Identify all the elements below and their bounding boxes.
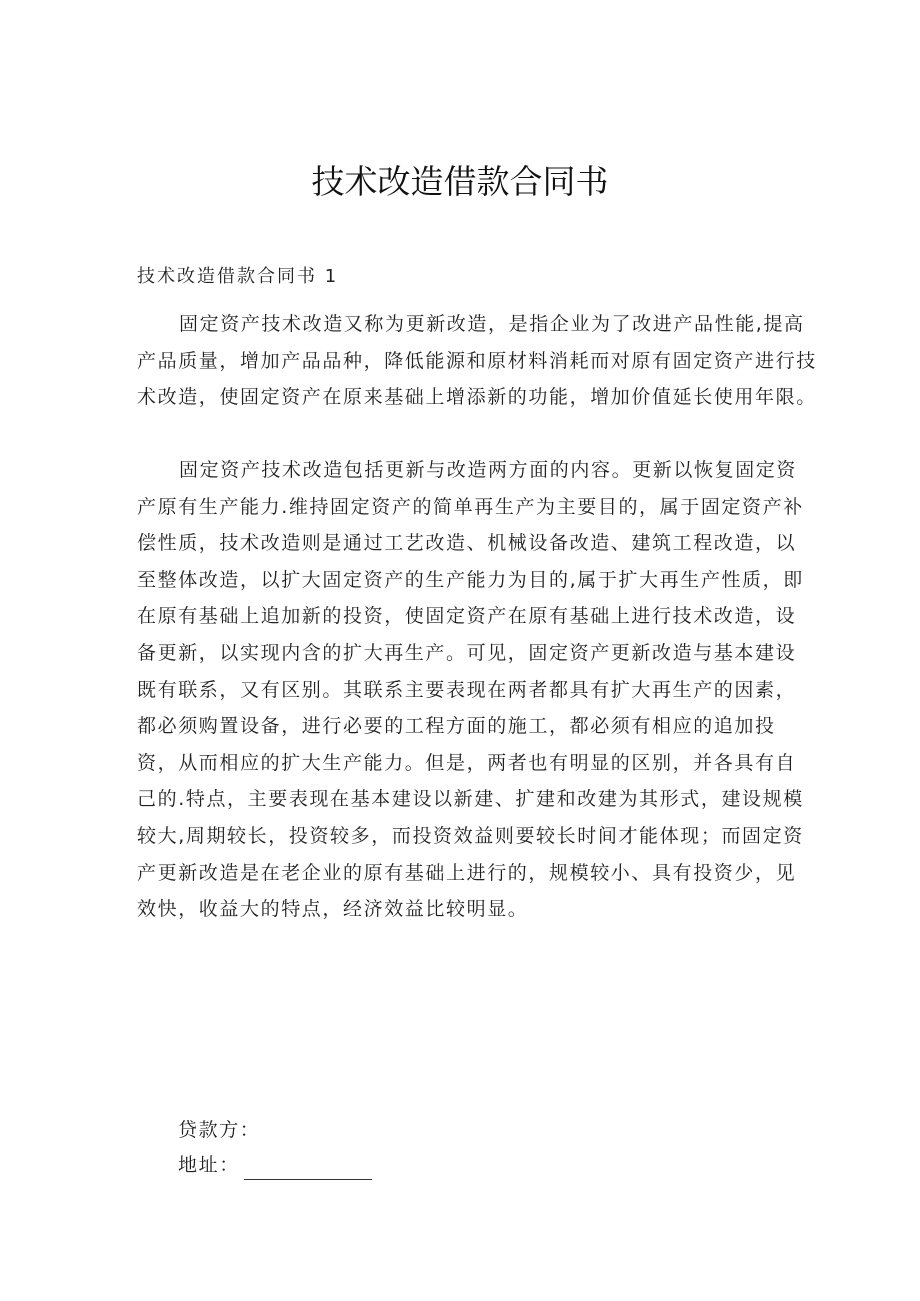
paragraph-line: 己的.特点，主要表现在基本建设以新建、扩建和改建为其形式，建设规模 [137,788,804,811]
paragraph-line: 术改造，使固定资产在原来基础上增添新的功能，增加价值延长使用年限。 [137,386,817,409]
paragraph-line: 偿性质，技术改造则是通过工艺改造、机械设备改造、建筑工程改造，以 [137,532,797,555]
address-field [178,1150,372,1180]
document-subtitle: 技术改造借款合同书 1 [137,266,339,287]
lender-label: 贷款方： [178,1119,261,1141]
paragraph-line: 至整体改造，以扩大固定资产的生产能力为目的,属于扩大再生产性质，即 [137,568,804,591]
paragraph-line: 较大,周期较长，投资较多，而投资效益则要较长时间才能体现；而固定资 [137,824,804,847]
lender-field [178,1115,260,1145]
paragraph-line: 备更新，以实现内含的扩大再生产。可见，固定资产更新改造与基本建设 [137,641,797,664]
paragraph-line: 产原有生产能力.维持固定资产的简单再生产为主要目的，属于固定资产补 [137,495,804,518]
paragraph-line: 资，从而相应的扩大生产能力。但是，两者也有明显的区别，并各具有自 [137,751,797,774]
paragraph-line: 产品质量，增加产品品种，降低能源和原材料消耗而对原有固定资产进行技 [137,349,817,372]
paragraph-1 [137,306,817,416]
paragraph-line: 固定资产技术改造又称为更新改造，是指企业为了改进产品性能,提高 [179,313,805,335]
paragraph-line: 都必须购置设备，进行必要的工程方面的施工，都必须有相应的追加投 [137,715,776,738]
paragraph-line: 产更新改造是在老企业的原有基础上进行的，规模较小、具有投资少，见 [137,861,797,884]
paragraph-line: 固定资产技术改造包括更新与改造两方面的内容。更新以恢复固定资 [179,459,798,481]
paragraph-line: 既有联系，又有区别。其联系主要表现在两者都具有扩大再生产的因素， [137,678,797,701]
paragraph-line: 在原有基础上追加新的投资，使固定资产在原有基础上进行技术改造，设 [137,605,797,628]
paragraph-line: 效快，收益大的特点，经济效益比较明显。 [137,898,529,921]
document-title: 技术改造借款合同书 [311,162,609,201]
address-blank-line [244,1159,372,1180]
address-label: 地址： [178,1154,240,1176]
paragraph-2 [137,452,804,928]
